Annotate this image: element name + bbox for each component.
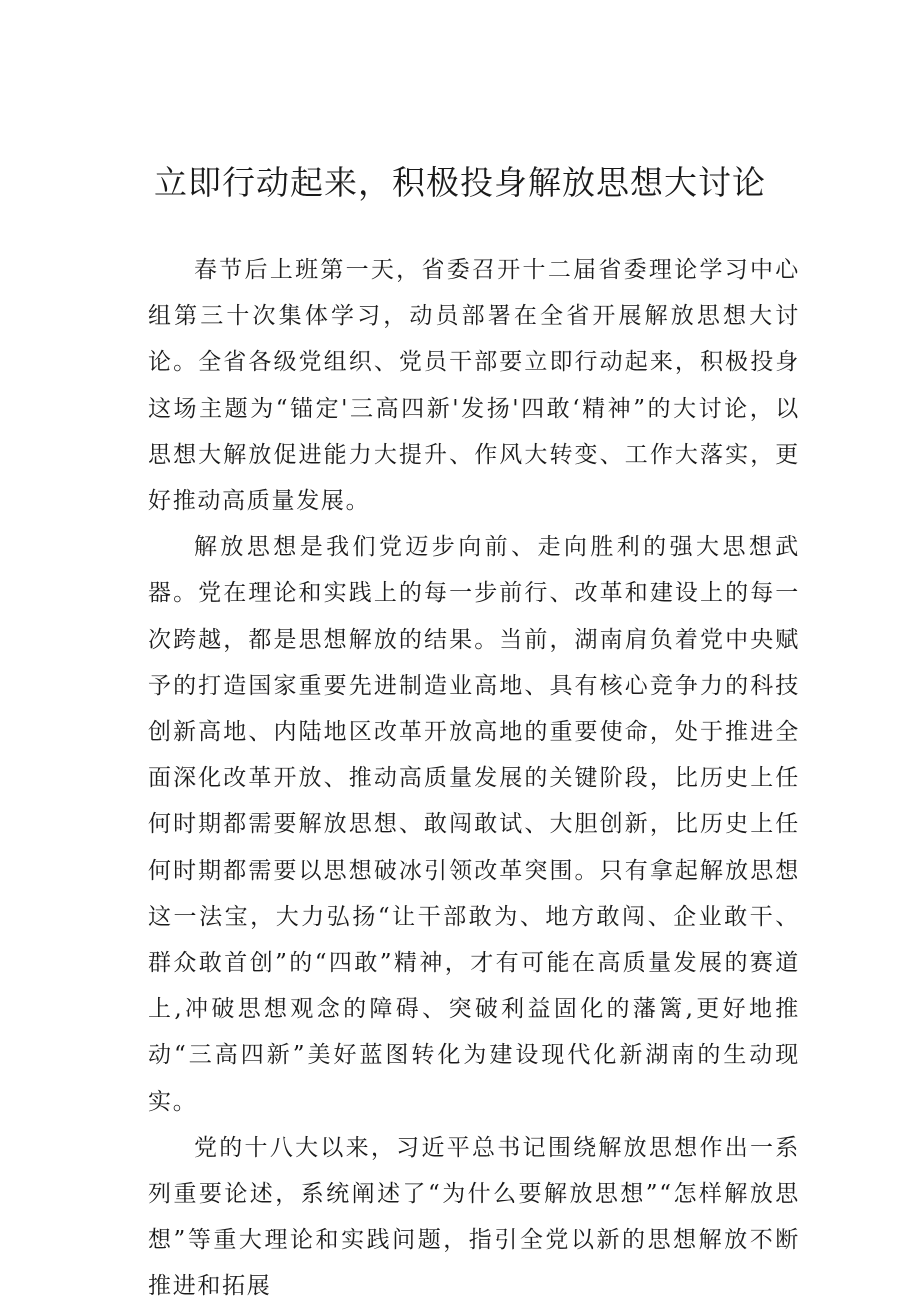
paragraph-3: 党的十八大以来，习近平总书记围绕解放思想作出一系列重要论述，系统阐述了“为什么要解放思想”“怎样解放思想”等重大理论和实践问题，指引全党以新的思想解放不断推进和拓展 [148, 1134, 800, 1300]
paragraph-2: 解放思想是我们党迈步向前、走向胜利的强大思想武器。党在理论和实践上的每一步前行、改革和建设上的每一次跨越，都是思想解放的结果。当前，湖南肩负着党中央赋予的打造国家重要先进制造业高地、具有核心竞争力的科技创新高地、内陆地区改革开放高地的重要使命，处于推进全面深化改革开放、推动高质量发展的关键阶段，比历史上任何时期都需要解放思想、敢闯敢试、大胆创新，比历史上任何时期都需要以思想破冰引领改革突围。只有拿起解放思想这一法宝，大力弘扬“让干部敢为、地方敢闯、企业敢干、群众敢首创”的“四敢”精神，才有可能在高质量发展的赛道上,冲破思想观念的障碍、突破利益固化的藩篱,更好地推动“三高四新”美好蓝图转化为建设现代化新湖南的生动现实。 [148, 534, 800, 1115]
document-title: 立即行动起来，积极投身解放思想大讨论 [154, 163, 766, 202]
document-body [148, 247, 800, 1310]
paragraph-1: 春节后上班第一天，省委召开十二届省委理论学习中心组第三十次集体学习，动员部署在全省开展解放思想大讨论。全省各级党组织、党员干部要立即行动起来，积极投身这场主题为“锚定'三高四新'发扬'四敢‘精神”的大讨论，以思想大解放促进能力大提升、作风大转变、工作大落实，更好推动高质量发展。 [148, 257, 800, 515]
